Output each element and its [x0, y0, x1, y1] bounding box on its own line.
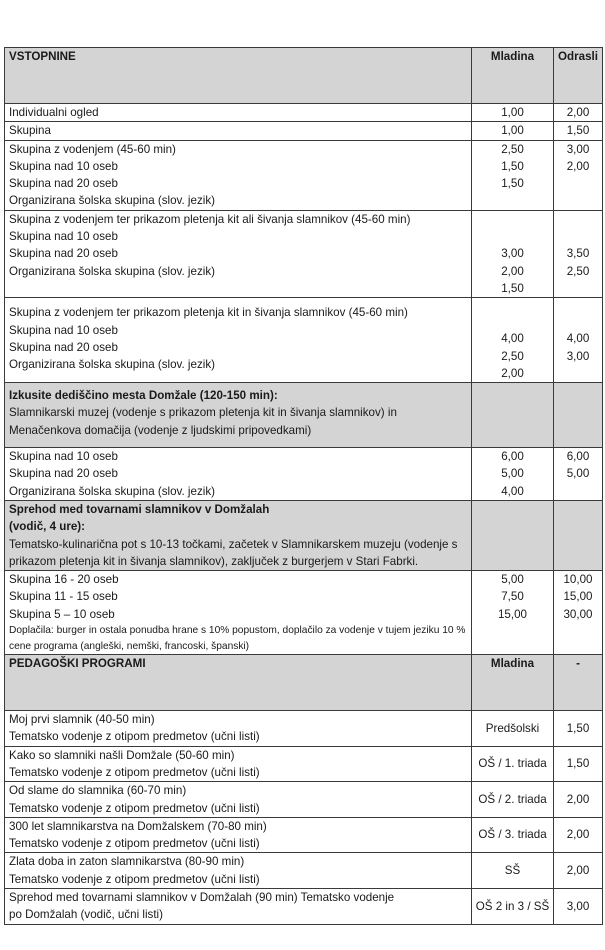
- price-youth: 5,00: [501, 467, 524, 481]
- price-youth: 4,00: [501, 332, 524, 346]
- program-price: 3,00: [554, 888, 603, 924]
- program-row: [5, 711, 603, 747]
- group-and-labels: [5, 298, 472, 383]
- table-row: [5, 571, 603, 655]
- row-title: Skupina z vodenjem ter prikazom pletenja kit in šivanja slamnikov (45-60 min): [9, 306, 408, 320]
- heritage-title: Izkusite dediščino mesta Domžale (120-150 min):: [9, 389, 278, 403]
- group-guided-labels: [5, 140, 472, 210]
- price-youth: 6,00: [501, 450, 524, 464]
- program-row: [5, 853, 603, 889]
- walk-subtitle: (vodič, 4 ure):: [9, 520, 86, 534]
- program-desc: Tematsko vodenje z otipom predmetov (učni listi): [9, 765, 260, 779]
- program-labels: [5, 853, 472, 889]
- heritage-header: [5, 383, 472, 448]
- price-youth: 1,50: [501, 177, 524, 191]
- program-price: 1,50: [554, 711, 603, 747]
- program-labels: [5, 817, 472, 853]
- row-label: Skupina 11 - 15 oseb: [9, 590, 118, 604]
- table-row: [5, 448, 603, 501]
- program-title: Zlata doba in zaton slamnikarstva (80-90 min): [9, 855, 245, 869]
- walk-labels: [5, 571, 472, 655]
- row-label: Skupina nad 20 oseb: [9, 467, 118, 481]
- row-label: Skupina nad 10 oseb: [9, 159, 118, 173]
- program-price: 2,00: [554, 817, 603, 853]
- group-and-youth: [472, 298, 554, 383]
- header-row-pedagoski: [5, 655, 603, 711]
- program-row: [5, 817, 603, 853]
- row-title: Skupina z vodenjem ter prikazom pletenja kit ali šivanja slamnikov (45-60 min): [9, 212, 411, 226]
- price-youth: 1,50: [501, 159, 524, 173]
- walk-title: Sprehod med tovarnami slamnikov v Domžalah: [9, 502, 270, 516]
- group-and-adult: [554, 298, 603, 383]
- row-label: Skupina z vodenjem (45-60 min): [9, 142, 176, 156]
- row-label: Skupina nad 20 oseb: [9, 247, 118, 261]
- table-row: [5, 210, 603, 297]
- price-adult: 3,00: [566, 349, 590, 363]
- program-labels: [5, 746, 472, 782]
- program-level: OŠ / 3. triada: [472, 817, 554, 853]
- table-row: [5, 140, 603, 210]
- walk-youth: [472, 571, 554, 655]
- row-label: Individualni ogled: [5, 104, 472, 122]
- price-adult: 2,50: [566, 264, 590, 278]
- price-youth: 3,00: [501, 247, 524, 261]
- price-youth: 15,00: [497, 607, 527, 621]
- program-title: Moj prvi slamnik (40-50 min): [9, 713, 155, 727]
- walk-description: Tematsko-kulinarična pot s 10-13 točkami, začetek v Slamnikarskem muzeju (vodenje s prikazom pletenja kit in šivanja slamnikov), zaključek z burgerjem v Stari Fabrki.: [9, 537, 458, 568]
- program-title: Od slame do slamnika (60-70 min): [9, 784, 187, 798]
- row-label: Skupina nad 20 oseb: [9, 340, 118, 354]
- price-youth: 5,00: [501, 573, 524, 587]
- price-table: [4, 47, 603, 925]
- group-or-youth: [472, 210, 554, 297]
- program-desc: Tematsko vodenje z otipom predmetov (učni listi): [9, 730, 260, 744]
- heritage-header-row: [5, 383, 603, 448]
- program-title: Sprehod med tovarnami slamnikov v Domžalah (90 min) Tematsko vodenje: [9, 890, 395, 904]
- col-header-youth: Mladina: [472, 655, 554, 711]
- row-label: Organizirana šolska skupina (slov. jezik): [9, 358, 215, 372]
- price-adult: 5,00: [566, 467, 590, 481]
- table-row: [5, 122, 603, 140]
- section-title-pedagoski: PEDAGOŠKI PROGRAMI: [5, 655, 472, 711]
- program-row: [5, 888, 603, 924]
- row-label: Skupina: [5, 122, 472, 140]
- price-youth: 2,50: [501, 142, 524, 156]
- col-header-youth: Mladina: [472, 48, 554, 104]
- walk-header-row: [5, 500, 603, 570]
- price-adult: 1,50: [554, 122, 603, 140]
- price-adult: 4,00: [566, 332, 590, 346]
- program-desc: Tematsko vodenje z otipom predmetov (učni listi): [9, 872, 260, 886]
- heritage-youth: [472, 448, 554, 501]
- col-header-adult: -: [554, 655, 603, 711]
- section-title-vstopnine: VSTOPNINE: [5, 48, 472, 104]
- table-row: [5, 298, 603, 383]
- price-adult: 3,00: [566, 142, 590, 156]
- walk-adult: [554, 571, 603, 655]
- header-row-vstopnine: [5, 48, 603, 104]
- group-or-adult: [554, 210, 603, 297]
- row-label: Skupina 16 - 20 oseb: [9, 573, 119, 587]
- program-price: 2,00: [554, 782, 603, 818]
- program-labels: [5, 711, 472, 747]
- heritage-description: Slamnikarski muzej (vodenje s prikazom pletenja kit in šivanja slamnikov) in Menačenkova domačija (vodenje z ljudskimi pripovedkami): [9, 406, 397, 437]
- col-header-adult: Odrasli: [554, 48, 603, 104]
- price-youth: 4,00: [501, 484, 524, 498]
- price-youth: 1,00: [472, 104, 554, 122]
- price-adult: 6,00: [566, 450, 590, 464]
- program-level: SŠ: [472, 853, 554, 889]
- program-row: [5, 782, 603, 818]
- group-or-labels: [5, 210, 472, 297]
- price-youth: 7,50: [501, 590, 524, 604]
- price-youth: 1,50: [501, 281, 524, 295]
- program-level: OŠ / 2. triada: [472, 782, 554, 818]
- price-youth: 2,50: [501, 349, 524, 363]
- program-level: OŠ 2 in 3 / SŠ: [472, 888, 554, 924]
- price-adult: 10,00: [563, 573, 593, 587]
- program-price: 1,50: [554, 746, 603, 782]
- price-adult: 2,00: [554, 104, 603, 122]
- program-level: Predšolski: [472, 711, 554, 747]
- row-label: Skupina nad 10 oseb: [9, 450, 118, 464]
- program-desc: Tematsko vodenje z otipom predmetov (učni listi): [9, 801, 260, 815]
- price-youth: 2,00: [501, 366, 524, 380]
- heritage-labels: [5, 448, 472, 501]
- row-label: Organizirana šolska skupina (slov. jezik): [9, 484, 215, 498]
- row-label: Skupina nad 20 oseb: [9, 177, 118, 191]
- price-adult: 30,00: [563, 607, 593, 621]
- program-labels: [5, 888, 472, 924]
- price-youth: 2,00: [501, 264, 524, 278]
- group-guided-youth: [472, 140, 554, 210]
- table-row: [5, 104, 603, 122]
- price-youth: 1,00: [472, 122, 554, 140]
- program-desc: Tematsko vodenje z otipom predmetov (učni listi): [9, 837, 260, 851]
- program-title: 300 let slamnikarstva na Domžalskem (70-80 min): [9, 819, 267, 833]
- group-guided-adult: [554, 140, 603, 210]
- row-label: Skupina nad 10 oseb: [9, 323, 118, 337]
- program-level: OŠ / 1. triada: [472, 746, 554, 782]
- program-title: Kako so slamniki našli Domžale (50-60 min): [9, 748, 235, 762]
- row-label: Organizirana šolska skupina (slov. jezik): [9, 264, 215, 278]
- price-adult: 15,00: [563, 590, 593, 604]
- walk-header: [5, 500, 472, 570]
- row-label: Organizirana šolska skupina (slov. jezik): [9, 194, 215, 208]
- program-labels: [5, 782, 472, 818]
- program-price: 2,00: [554, 853, 603, 889]
- heritage-adult: [554, 448, 603, 501]
- walk-note: Doplačila: burger in ostala ponudba hrane s 10% popustom, doplačilo za vodenje v tujem jeziku 10 % cene programa (angleški, nemški, francoski, španski): [9, 625, 466, 652]
- row-label: Skupina nad 10 oseb: [9, 230, 118, 244]
- price-adult: 3,50: [566, 247, 590, 261]
- program-row: [5, 746, 603, 782]
- row-label: Skupina 5 – 10 oseb: [9, 607, 115, 621]
- price-adult: 2,00: [566, 159, 590, 173]
- program-desc: po Domžalah (vodič, učni listi): [9, 908, 163, 922]
